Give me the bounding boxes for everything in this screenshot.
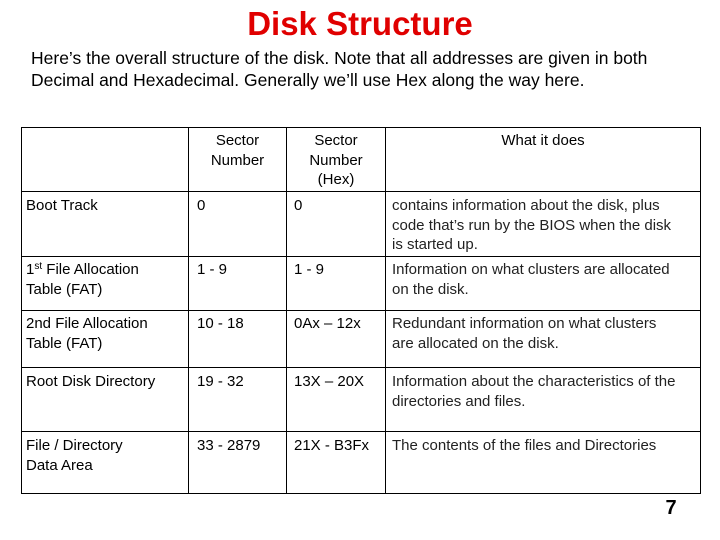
cell-hex: 1 - 9: [294, 261, 325, 278]
description-line: Redundant information on what clusters: [392, 315, 657, 332]
area-line: 2nd File Allocation: [26, 315, 148, 332]
area-ordinal: 1: [26, 261, 35, 278]
cell-sector: 19 - 32: [197, 373, 244, 390]
area-text: File Allocation: [42, 261, 139, 278]
description-line: Information about the characteristics of the: [392, 373, 676, 390]
header-text: Sector: [314, 132, 358, 149]
row-divider: [22, 256, 700, 257]
cell-description: [392, 372, 698, 411]
cell-area-first-fat: [26, 260, 139, 299]
column-divider: [188, 128, 189, 493]
description-line: Information on what clusters are allocated: [392, 261, 670, 278]
description-line: code that’s run by the BIOS when the disk: [392, 216, 672, 234]
header-text: Number: [210, 151, 265, 169]
intro-line-1: Here’s the overall structure of the disk. Note that all addresses are given in both: [31, 48, 648, 68]
area-line: Table (FAT): [26, 334, 103, 352]
description-line: directories and files.: [392, 392, 526, 410]
cell-hex: 13X – 20X: [294, 373, 365, 390]
slide-title: Disk Structure: [247, 5, 473, 42]
cell-area-data-area: [26, 436, 123, 475]
header-what-it-does: What it does: [501, 132, 585, 149]
header-sector-number-hex: [287, 131, 385, 190]
intro-paragraph: [31, 47, 701, 91]
row-divider: [22, 191, 700, 192]
page-number: 7: [665, 497, 677, 519]
header-text: (Hex): [317, 171, 355, 188]
column-divider: [385, 128, 386, 493]
cell-hex: 0: [294, 197, 303, 214]
area-line: [26, 260, 139, 280]
header-text: Sector: [215, 132, 260, 149]
disk-structure-table: [21, 127, 701, 494]
cell-sector: 33 - 2879: [197, 437, 261, 454]
cell-sector: 0: [197, 197, 206, 214]
cell-hex: 21X - B3Fx: [294, 437, 370, 454]
cell-description: [392, 196, 698, 255]
description-line: contains information about the disk, plus: [392, 197, 660, 214]
row-divider: [22, 310, 700, 311]
area-line: Table (FAT): [26, 280, 103, 298]
description-line: The contents of the files and Directories: [392, 437, 657, 454]
cell-area-root-directory: Root Disk Directory: [26, 373, 156, 390]
cell-sector: 10 - 18: [197, 315, 244, 332]
cell-hex: 0Ax – 12x: [294, 315, 361, 332]
row-divider: [22, 367, 700, 368]
cell-description: [392, 260, 698, 299]
cell-area-second-fat: [26, 314, 148, 353]
area-line: Data Area: [26, 456, 93, 474]
header-sector-number: [189, 131, 286, 170]
cell-area-boot-track: Boot Track: [26, 197, 98, 214]
cell-description: [392, 436, 698, 456]
header-text: Number: [309, 151, 363, 169]
description-line: on the disk.: [392, 280, 469, 298]
area-line: File / Directory: [26, 437, 123, 454]
cell-description: [392, 314, 698, 353]
row-divider: [22, 431, 700, 432]
cell-sector: 1 - 9: [197, 261, 228, 278]
area-ordinal-suffix: st: [34, 261, 43, 272]
intro-line-2: Decimal and Hexadecimal. Generally we’ll use Hex along the way here.: [31, 70, 585, 90]
description-line: are allocated on the disk.: [392, 334, 559, 352]
description-line: is started up.: [392, 236, 478, 253]
